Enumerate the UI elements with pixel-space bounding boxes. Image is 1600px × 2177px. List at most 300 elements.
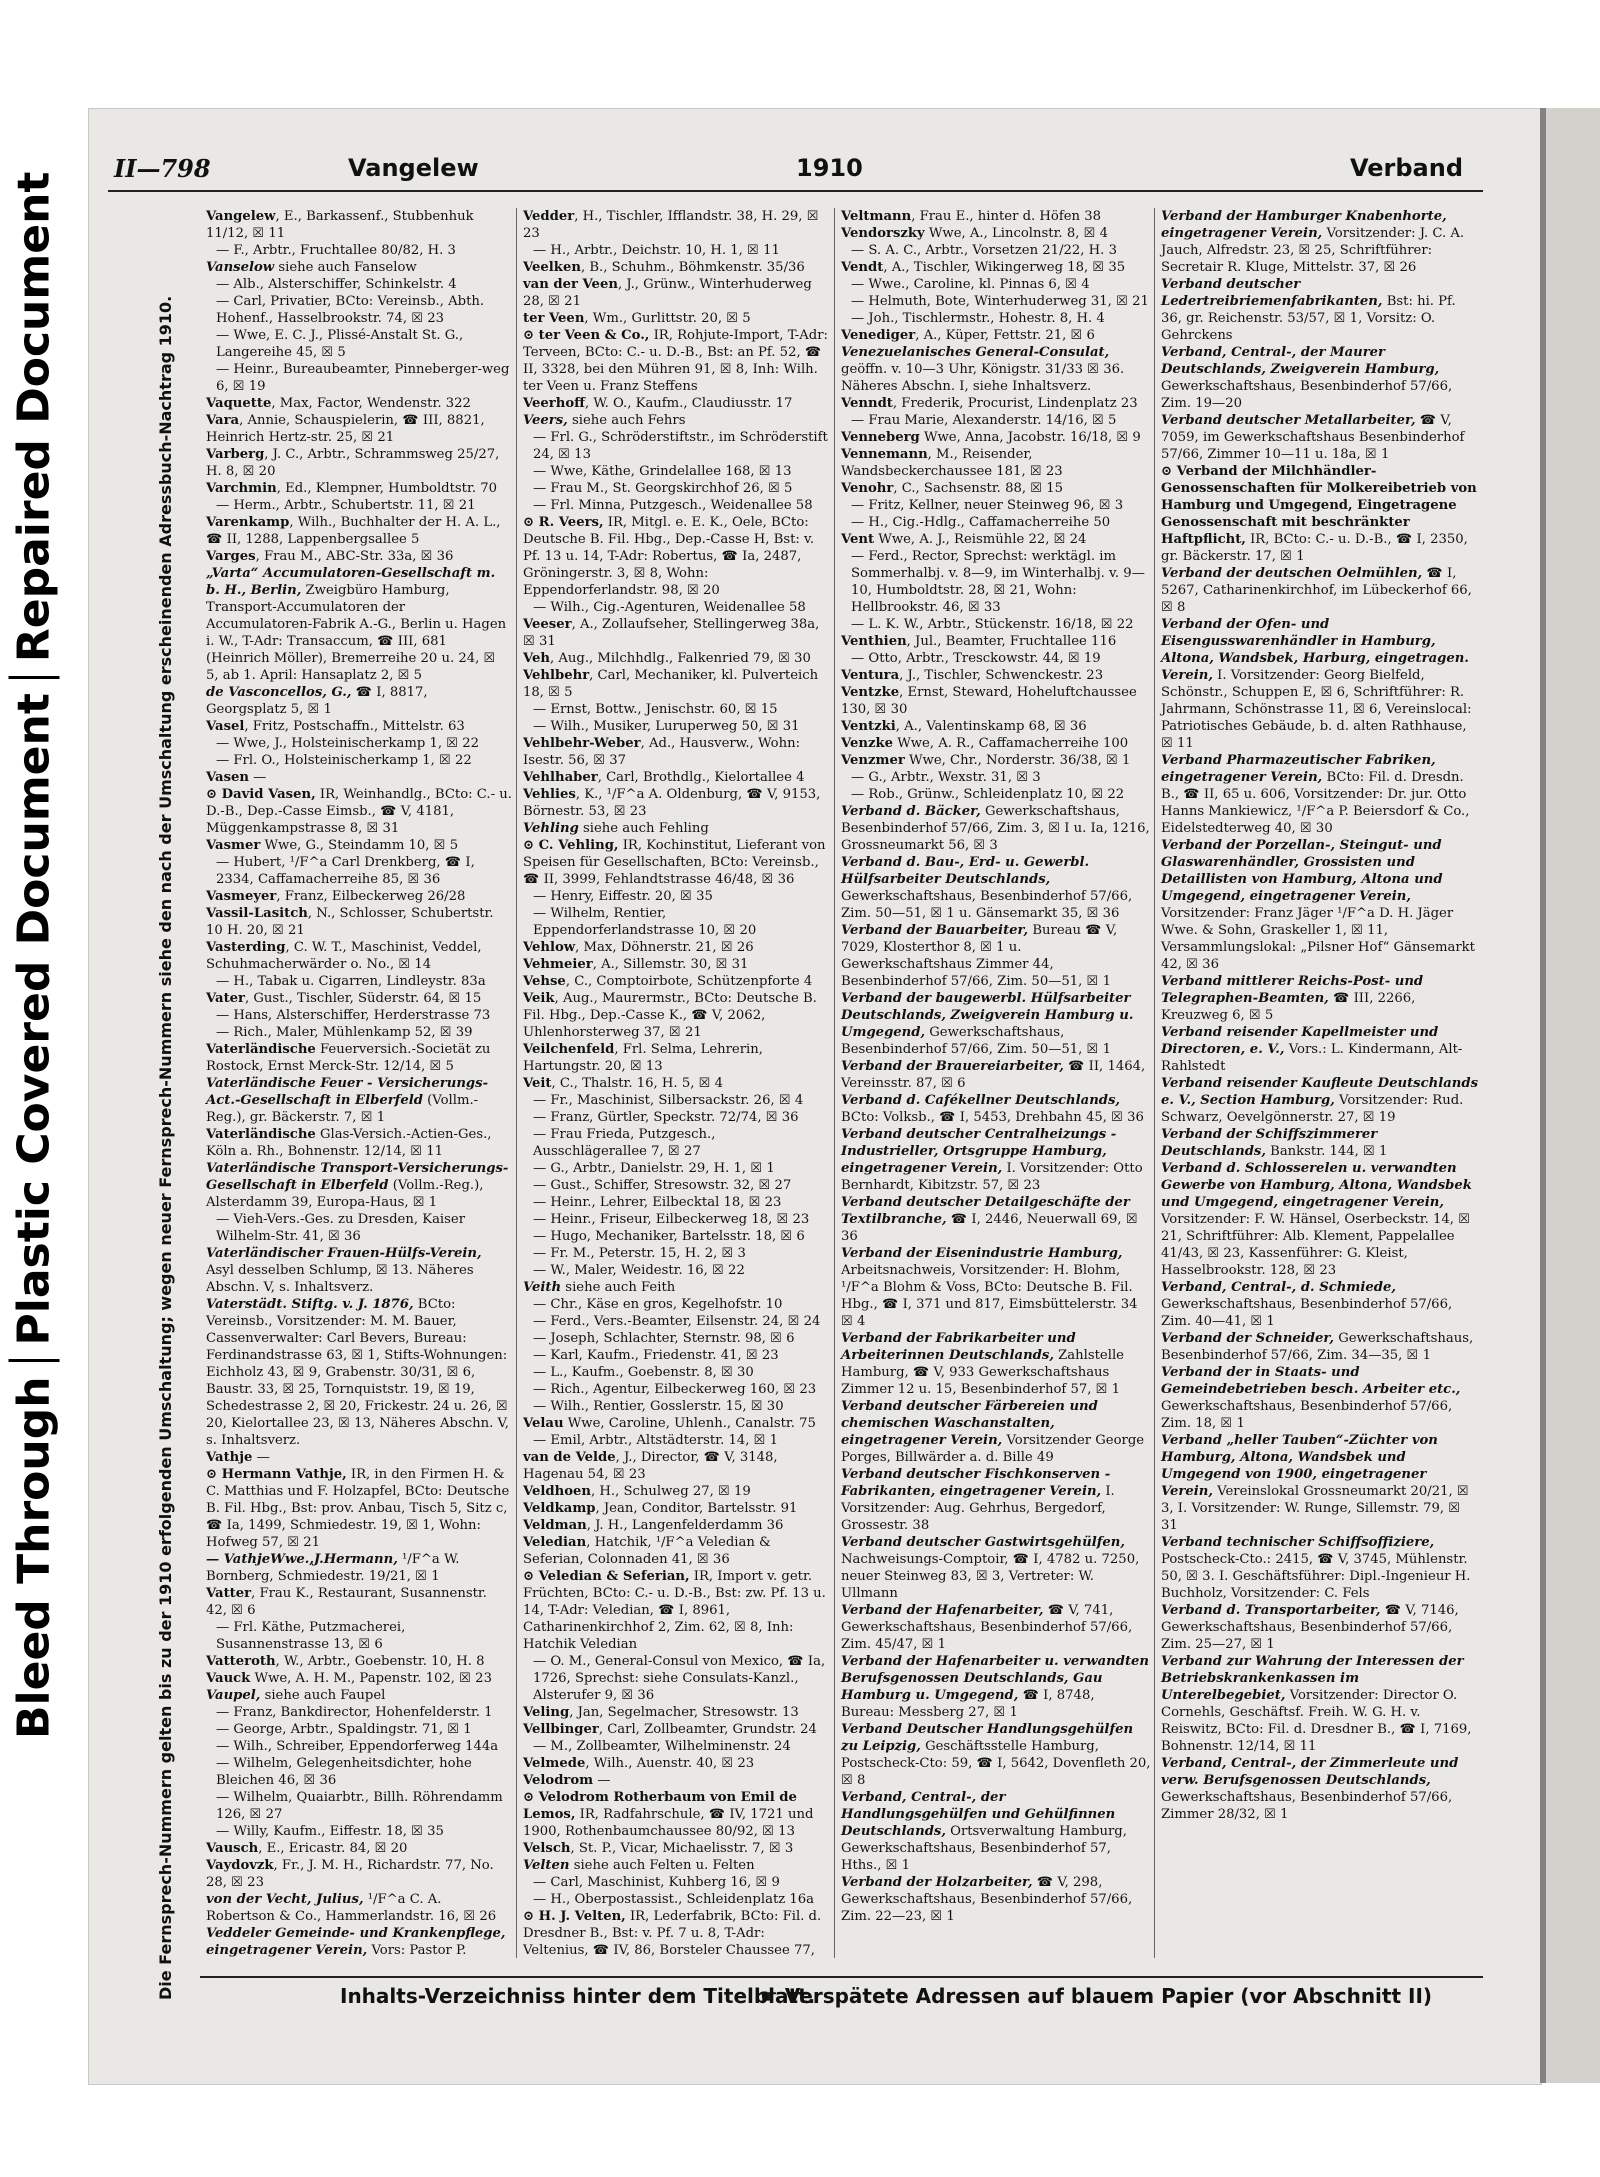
entry-details: , J. C., Arbtr., Schrammsweg 25/27, H. 8, ☒ 20 [206,447,500,479]
directory-entry [835,548,1155,616]
entry-name: Verband der Hafenarbeiter u. verwandten Berufsgenossen Deutschlands, Gau Hamburg u. Umgegend, [841,1654,1150,1703]
directory-entry [1155,412,1484,463]
entry-name: ⊙ R. Veers, [523,515,604,530]
entry-details: Geschäftsstelle Hamburg, Postscheck-Cto: 59, ☎ I, 5642, Dovenfleth 20, ☒ 8 [841,1739,1151,1788]
directory-entry [200,1619,516,1653]
directory-entry [200,1687,516,1704]
entry-details: — Frau M., St. Georgskirchhof 26, ☒ 5 [533,481,793,496]
entry-details: IR, Radfahrschule, ☎ IV, 1721 und 1900, Rothenbaumchaussee 80/92, ☒ 13 [523,1807,814,1839]
entry-name: Verband reisender Kaufleute Deutschlands e. V., Section Hamburg, [1161,1076,1478,1108]
entry-name: Verband technischer Schiffsoffiziere, [1161,1535,1435,1550]
directory-entry [200,259,516,276]
entry-details: , E., Barkassenf., Stubbenhuk 11/12, ☒ 11 [206,209,474,241]
directory-entry [200,1007,516,1024]
entry-details: , Ad., Hausverw., Wohn: Isestr. 56, ☒ 37 [523,736,801,768]
directory-entry [835,310,1155,327]
entry-name: Verband deutscher Fischkonserven - Fabrikanten, eingetragener Verein, [841,1467,1111,1499]
entry-details: — L. K. W., Arbtr., Stückenstr. 16/18, ☒ 22 [851,617,1134,632]
directory-entry [200,1857,516,1891]
entry-details: — W., Maler, Weidestr. 16, ☒ 22 [533,1263,745,1278]
directory-entry [517,1704,835,1721]
directory-entry [200,1704,516,1721]
directory-entry [517,905,835,939]
directory-entry [517,1177,835,1194]
directory-entry [835,1721,1155,1789]
entry-details: BCto: Vereinsb., Vorsitzender: M. M. Bauer, Cassenverwalter: Carl Bevers, Bureau: Ferdinandstrasse 63, ☒ 1, Stifts-Wohnungen: Eichholz 43, ☒ 9, Grabenstr. 30/31, ☒ 6, Baustr. 33, ☒ 25, Tornquiststr. 19, ☒ 19, Schedestrasse 2, ☒ 20, Frickestr. 24 u. 26, ☒ 20, Kielortallee 23, ☒ 13, Näheres Abschn. V, s. Inhaltsverz. [206,1297,509,1448]
entry-name: Verband deutscher Centralheizungs - Industrieller, Ortsgruppe Hamburg, eingetragener Verein, [841,1127,1117,1176]
entry-details: — Wilh., Cig.-Agenturen, Weidenallee 58 [533,600,806,615]
directory-entry [1155,1160,1484,1279]
entry-details: , Ed., Klempner, Humboldtstr. 70 [276,481,497,496]
page-number: II—798 [114,154,211,183]
header-year: 1910 [796,154,863,182]
directory-entry [835,293,1155,310]
entry-details: — Otto, Arbtr., Tresckowstr. 44, ☒ 19 [851,651,1101,666]
directory-entry [1155,1075,1484,1126]
directory-entry [835,1245,1155,1330]
directory-entry [517,497,835,514]
entry-name: Verband der Eisenindustrie Hamburg, [841,1246,1123,1261]
directory-entry [835,327,1155,344]
directory-entry [200,497,516,514]
entry-name: Verband d. Bau-, Erd- u. Gewerbl. Hülfsarbeiter Deutschlands, [841,855,1090,887]
entry-details: Gewerkschaftshaus, Besenbinderhof 57/66, Zim. 50—51, ☒ 1 u. Gänsemarkt 35, ☒ 36 [841,889,1133,921]
entry-details: Arbeitsnachweis, Vorsitzender: H. Blohm, ¹/F^a Blohm & Voss, BCto: Deutsche B. Fil. Hbg., ☎ I, 371 und 817, Eimsbüttelerstr. 34 ☒ 4 [841,1263,1138,1329]
directory-entry [1155,1330,1484,1364]
directory-entry [835,395,1155,412]
entry-name: Vasen [206,770,249,785]
entry-details: — L., Kaufm., Goebenstr. 8, ☒ 30 [533,1365,754,1380]
entry-details: ☎ I, 5267, Catharinenkirchhof, im Lübeckerhof 66, ☒ 8 [1161,566,1472,615]
directory-entry [517,1092,835,1109]
entry-name: Verband der Bauarbeiter, [841,923,1029,938]
directory-entry [200,786,516,837]
directory-entry [517,1653,835,1704]
directory-entry [200,854,516,888]
directory-entry [200,752,516,769]
entry-details: siehe auch Faupel [260,1688,386,1703]
entry-details: — Vieh-Vers.-Ges. zu Dresden, Kaiser Wilhelm-Str. 41, ☒ 36 [216,1212,466,1244]
directory-entry [517,395,835,412]
entry-details: — Franz, Bankdirector, Hohenfelderstr. 1 [216,1705,493,1720]
entry-name: Vangelew [206,209,276,224]
entry-name: Vaterländischer Frauen-Hülfs-Verein, [206,1246,482,1261]
directory-entry [200,208,516,242]
entry-details: — [248,770,267,785]
entry-name: Vehmeier [523,957,593,972]
directory-entry [200,1024,516,1041]
directory-entry [835,1789,1155,1874]
entry-name: Venndt [841,396,893,411]
directory-entry [517,1330,835,1347]
entry-details: I. Vorsitzender: Georg Bielfeld, Schönstr., Schuppen E, ☒ 6, Schriftführer: R. Jahrmann, Schönstrasse 11, ☒ 6, Vereinslocal: Patriotisches Gebäude, b. d. alten Rathhause, ☒ 11 [1161,668,1472,751]
entry-details: ☎ I, 8817, Georgsplatz 5, ☒ 1 [206,685,428,717]
entry-name: Verband deutscher Metallarbeiter, [1161,413,1416,428]
directory-entry [835,429,1155,446]
entry-name: Verband der Brauereiarbeiter, [841,1059,1064,1074]
entry-name: Verband Deutscher Handlungsgehülfen zu Leipzig, [841,1722,1134,1754]
side-label-part: Bleed Through [8,1376,60,1739]
entry-details: — Chr., Käse en gros, Kegelhofstr. 10 [533,1297,783,1312]
entry-details: , Franz, Eilbeckerweg 26/28 [276,889,466,904]
entry-details: — Willy, Kaufm., Eiffestr. 18, ☒ 35 [216,1824,444,1839]
entry-details: — Helmuth, Bote, Winterhuderweg 31, ☒ 21 [851,294,1149,309]
entry-name: Verband deutscher Gastwirtsgehülfen, [841,1535,1125,1550]
entry-details: , J. H., Langenfelderdamm 36 [586,1518,784,1533]
entry-name: Vaterländische [206,1042,316,1057]
entry-details: — Joseph, Schlachter, Sternstr. 98, ☒ 6 [533,1331,795,1346]
directory-entry [517,242,835,259]
entry-details: , Jan, Segelmacher, Stresowstr. 13 [569,1705,799,1720]
entry-name: Veeser [523,617,572,632]
entry-details: , Carl, Zollbeamter, Grundstr. 24 [598,1722,817,1737]
directory-entry [1155,1279,1484,1330]
entry-name: Varchmin [206,481,277,496]
entry-details: Vorsitzender: Franz Jäger ¹/F^a D. H. Jäger Wwe. & Sohn, Graskeller 1, ☒ 11, Versammlungslokal: „Pilsner Hof“ Gänsemarkt 42, ☒ 36 [1161,906,1475,972]
directory-entry [200,276,516,293]
entry-details: Zahlstelle Hamburg, ☎ V, 933 Gewerkschaftshaus Zimmer 12 u. 15, Besenbinderhof 57, ☒ 1 [841,1348,1124,1397]
directory-entry [1155,837,1484,973]
entry-name: Velmede [523,1756,586,1771]
entry-details: — G., Arbtr., Danielstr. 29, H. 1, ☒ 1 [533,1161,775,1176]
entry-details: — Wwe, J., Holsteinischerkamp 1, ☒ 22 [216,736,480,751]
entry-name: Vauck [206,1671,251,1686]
entry-details: — O. M., General-Consul von Mexico, ☎ Ia, 1726, Sprechst: siehe Consulats-Kanzl., Alsterufer 9, ☒ 36 [533,1654,826,1703]
directory-entry [517,1211,835,1228]
entry-details: — H., Arbtr., Deichstr. 10, H. 1, ☒ 11 [533,243,780,258]
directory-column [834,208,1155,1958]
entry-details: — Frl. O., Holsteinischerkamp 1, ☒ 22 [216,753,472,768]
directory-entry [517,1738,835,1755]
entry-details: , Wilh., Buchhalter der H. A. L., ☎ II, 1288, Lappenbergsallee 5 [206,515,501,547]
entry-details: — Alb., Alsterschiffer, Schinkelstr. 4 [216,277,457,292]
entry-details: — Rich., Maler, Mühlenkamp 52, ☒ 39 [216,1025,473,1040]
entry-name: von der Vecht, Julius, [206,1892,364,1907]
entry-details: , Jean, Conditor, Bartelsstr. 91 [595,1501,798,1516]
entry-details: — M., Zollbeamter, Wilhelminenstr. 24 [533,1739,791,1754]
entry-details: , Wilh., Auenstr. 40, ☒ 23 [585,1756,755,1771]
directory-entry [517,1789,835,1840]
directory-entry [517,1755,835,1772]
directory-entry [200,1653,516,1670]
entry-details: , M., Reisender, Wandsbeckerchaussee 181, ☒ 23 [841,447,1063,479]
entry-details: Wwe, Chr., Norderstr. 36/38, ☒ 1 [904,753,1131,768]
entry-details: — Heinr., Bureaubeamter, Pinneberger-weg 6, ☒ 19 [216,362,510,394]
directory-entry [200,446,516,480]
entry-name: de Vasconcellos, G., [206,685,352,700]
entry-name: Verband reisender Kapellmeister und Directoren, e. V., [1161,1025,1439,1057]
directory-entry [1155,1755,1484,1823]
directory-entry [1155,276,1484,344]
entry-name: Verband, Central-, der Zimmerleute und verw. Berufsgenossen Deutschlands, [1161,1756,1459,1788]
directory-entry [835,242,1155,259]
directory-entry [200,395,516,412]
entry-name: Vehlbehr [523,668,590,683]
directory-entry [517,480,835,497]
directory-entry [835,922,1155,990]
entry-details: — Franz, Gürtler, Speckstr. 72/74, ☒ 36 [533,1110,799,1125]
directory-entry [200,1755,516,1789]
entry-details: Gewerkschaftshaus, Besenbinderhof 57/66, Zim. 34—35, ☒ 1 [1161,1331,1474,1363]
directory-entry [200,1738,516,1755]
directory-entry [517,735,835,769]
entry-name: Ventzke [841,685,900,700]
directory-entry [517,1279,835,1296]
entry-details: , Frau K., Restaurant, Susannenstr. 42, ☒ 6 [206,1586,487,1618]
entry-details: — Carl, Maschinist, Kuhberg 16, ☒ 9 [533,1875,780,1890]
entry-details: geöffn. v. 10—3 Uhr, Königstr. 31/33 ☒ 36. Näheres Abschn. I, siehe Inhaltsverz. [841,362,1125,394]
entry-details: Zweigbüro Hamburg, Transport-Accumulatoren der Accumulatoren-Fabrik A.-G., Berlin u. Hagen i. W., T-Adr: Transaccum, ☎ III, 681 (Heinrich Möller), Bremerreihe 20 u. 24, ☒ 5, ab 1. April: Hansaplatz 2, ☒ 5 [206,583,507,683]
entry-name: Varges [206,549,256,564]
directory-entry [200,1041,516,1075]
entry-details: siehe auch Felten u. Felten [569,1858,755,1873]
directory-column [516,208,835,1958]
entry-details: ☎ V, 741, Gewerkschaftshaus, Besenbinderhof 57/66, Zim. 45/47, ☒ 1 [841,1603,1133,1652]
entry-details: , Hatchik, ¹/F^a Veledian & Seferian, Colonnaden 41, ☒ 36 [523,1535,771,1567]
directory-entry [835,497,1155,514]
footer-index-note: Inhalts-Verzeichniss hinter dem Titelblatt. [340,1984,816,2008]
directory-entry [835,667,1155,684]
entry-name: Veerhoff [523,396,585,411]
directory-entry [835,616,1155,633]
entry-details: siehe auch Fehrs [567,413,686,428]
entry-name: Verband der Hamburger Knabenhorte, eingetragener Verein, [1161,209,1447,241]
entry-details: IR, Lederfabrik, BCto: Fil. d. Dresdner B., Bst: v. Pf. 7 u. 8, T-Adr: Veltenius, ☎ IV, 86, Borsteler Chaussee 77, [523,1909,822,1958]
side-label-separator [9,1359,60,1362]
entry-name: Velau [523,1416,564,1431]
entry-name: Verband, Central-, d. Schmiede, [1161,1280,1396,1295]
entry-details: — Joh., Tischlermstr., Hohestr. 8, H. 4 [851,311,1105,326]
entry-details: , C., Comptoirbote, Schützenpforte 4 [565,974,813,989]
directory-entry [835,769,1155,786]
entry-details: — Frau Frieda, Putzgesch., Ausschlägerallee 7, ☒ 27 [533,1127,716,1159]
entry-name: Vehling [523,821,579,836]
entry-details: Bankstr. 144, ☒ 1 [1265,1144,1388,1159]
entry-name: Veik [523,991,555,1006]
entry-name: Veledian [523,1535,587,1550]
directory-entry [517,1313,835,1330]
directory-entry [517,1160,835,1177]
entry-details: — [593,1773,611,1788]
entry-details: Glas-Versich.-Actien-Ges., Köln a. Rh., Bohnenstr. 12/14, ☒ 11 [206,1127,492,1159]
directory-columns [200,208,1483,1958]
entry-name: ⊙ Hermann Vathje, [206,1467,347,1482]
directory-entry [835,1398,1155,1466]
entry-name: Velsch [523,1841,571,1856]
entry-details: ☎ II, 1464, Vereinsstr. 87, ☒ 6 [841,1059,1146,1091]
entry-details: IR, BCto: C.- u. D.-B., ☎ I, 2350, gr. Bäckerstr. 17, ☒ 1 [1161,532,1468,564]
directory-entry [200,1296,516,1449]
directory-entry [1155,1602,1484,1653]
directory-entry [200,684,516,718]
entry-name: Vatteroth [206,1654,276,1669]
entry-details: — Hans, Alsterschiffer, Herderstrasse 73 [216,1008,491,1023]
directory-entry [1155,565,1484,616]
entry-name: Verband der Porzellan-, Steingut- und Glaswarenhändler, Grossisten und Detaillisten von Hamburg, Altona und Umgegend, eingetragener Verein, [1161,838,1443,904]
directory-entry [835,1602,1155,1653]
directory-entry [517,1228,835,1245]
directory-entry [517,973,835,990]
entry-name: Ventura [841,668,900,683]
directory-entry [517,1041,835,1075]
directory-entry [517,1262,835,1279]
entry-name: ⊙ C. Vehling, [523,838,619,853]
entry-name: Vasel [206,719,245,734]
header-first-word: Vangelew [348,154,479,182]
entry-details: IR, Weinhandlg., BCto: C.- u. D.-B., Dep.-Casse Eimsb., ☎ V, 4181, Müggenkampstrasse 8, ☒ 31 [206,787,512,836]
entry-name: Verband „heller Tauben“-Züchter von Hamburg, Altona, Wandsbek und Umgegend von 1900, eingetragener Verein, [1161,1433,1438,1499]
entry-name: Veldkamp [523,1501,596,1516]
entry-details: — Frl. Minna, Putzgesch., Weidenallee 58 [533,498,813,513]
entry-details: — Fr. M., Peterstr. 15, H. 2, ☒ 3 [533,1246,746,1261]
entry-details: , H., Tischler, Ifflandstr. 38, H. 29, ☒ 23 [523,209,819,241]
entry-details: BCto: Fil. d. Dresdn. B., ☎ II, 65 u. 606, Vorsitzender: Dr. jur. Otto Hanns Mankiewicz, ¹/F^a P. Beiersdorf & Co., Eidelstedterweg 40, ☒ 30 [1161,770,1470,836]
entry-details: , Fritz, Postschaffn., Mittelstr. 63 [244,719,465,734]
entry-details: Gewerkschaftshaus, Besenbinderhof 57/66, Zimmer 28/32, ☒ 1 [1161,1790,1453,1822]
entry-details: Postscheck-Cto.: 2415, ☎ V, 3745, Mühlenstr. 50, ☒ 3. I. Geschäftsführer: Dipl.-Ingenieur H. Buchholz, Vorsitzender: C. Fels [1161,1552,1471,1601]
entry-details: — Frau Marie, Alexanderstr. 14/16, ☒ 5 [851,413,1117,428]
entry-details: Vorsitzender George Porges, Billwärder a. d. Bille 49 [841,1433,1145,1465]
directory-entry [1155,616,1484,752]
entry-name: Vathje [206,1450,253,1465]
directory-entry [835,446,1155,480]
entry-details: Gewerkschaftshaus, Besenbinderhof 57/66, Zim. 18, ☒ 1 [1161,1399,1453,1431]
entry-name: Venzke [841,736,894,751]
entry-name: Vatter [206,1586,252,1601]
directory-entry [517,1874,835,1891]
directory-entry [1155,344,1484,412]
entry-details: , H., Schulweg 27, ☒ 19 [591,1484,751,1499]
side-label-separator [9,676,60,679]
entry-details: — Carl, Privatier, BCto: Vereinsb., Abth. Hohenf., Hasselbrookstr. 74, ☒ 23 [216,294,485,326]
directory-entry [835,803,1155,854]
entry-name: ⊙ David Vasen, [206,787,316,802]
entry-details: , Carl, Mechaniker, kl. Pulverteich 18, ☒ 5 [523,668,819,700]
entry-details: , Max, Factor, Wendenstr. 322 [271,396,471,411]
entry-name: Vaterländische Transport-Versicherungs-Gesellschaft in Elberfeld [206,1161,509,1193]
entry-details: , Ernst, Steward, Hoheluftchaussee 130, ☒ 30 [841,685,1137,717]
entry-details: — G., Arbtr., Wexstr. 31, ☒ 3 [851,770,1041,785]
directory-entry [200,361,516,395]
entry-name: Veltmann [841,209,912,224]
directory-entry [517,1398,835,1415]
entry-name: Verband der in Staats- und Gemeindebetrieben besch. Arbeiter etc., [1161,1365,1461,1397]
directory-entry [517,786,835,820]
entry-details: — F., Arbtr., Fruchtallee 80/82, H. 3 [216,243,456,258]
entry-name: Velodrom [523,1773,594,1788]
entry-details: , J., Director, ☎ V, 3148, Hagenau 54, ☒ 23 [523,1450,778,1482]
entry-name: Veling [523,1705,570,1720]
entry-name: Vehlbehr-Weber [523,736,641,751]
entry-details: , A., Küper, Fettstr. 21, ☒ 6 [915,328,1095,343]
directory-entry [517,1483,835,1500]
entry-name: Verband mittlerer Reichs-Post- und Telegraphen-Beamten, [1161,974,1424,1006]
entry-details: — Wwe, E. C. J., Plissé-Anstalt St. G., Langereihe 45, ☒ 5 [216,328,464,360]
entry-name: Verband der deutschen Oelmühlen, [1161,566,1423,581]
entry-name: Vaquette [206,396,272,411]
entry-details: Wwe, A. H. M., Papenstr. 102, ☒ 23 [250,1671,492,1686]
directory-entry [517,1568,835,1653]
entry-details: , Frau E., hinter d. Höfen 38 [911,209,1101,224]
entry-details: Ortsverwaltung Hamburg, Gewerkschaftshaus, Besenbinderhof 57, Hths., ☒ 1 [841,1824,1127,1873]
directory-entry [517,1194,835,1211]
directory-column [1154,208,1484,1958]
entry-name: Venneberg [841,430,920,445]
entry-name: — VathjeWwe.,J.Hermann, [206,1552,398,1567]
directory-entry [1155,752,1484,837]
entry-name: Verband der baugewerbl. Hülfsarbeiter Deutschlands, Zweigverein Hamburg u. Umgegend, [841,991,1134,1040]
entry-name: Verband deutscher Ledertreibriemenfabrikanten, [1161,277,1383,309]
entry-details: Wwe, G., Steindamm 10, ☒ 5 [260,838,459,853]
directory-entry [517,412,835,429]
entry-details: , B., Schuhm., Böhmkenstr. 35/36 [580,260,805,275]
directory-entry [1155,208,1484,276]
entry-details: Gewerkschaftshaus, Besenbinderhof 57/66, Zim. 3, ☒ I u. Ia, 1216, Grossneumarkt 56, ☒ 3 [841,804,1150,853]
entry-name: Verband der Ofen- und Eisengusswarenhändler in Hamburg, Altona, Wandsbek, Harburg, eingetragen. Verein, [1161,617,1469,683]
directory-entry [517,1075,835,1092]
entry-details: Vorsitzender: F. W. Hänsel, Oserbeckstr. 14, ☒ 21, Schriftführer: Alb. Klement, Pappelallee 41/43, ☒ 23, Kassenführer: G. Kleist, Hasselbrookstr. 128, ☒ 23 [1161,1212,1471,1278]
entry-details: — Wilhelm, Rentier, Eppendorferlandstrasse 10, ☒ 20 [533,906,757,938]
entry-name: ter Veen [523,311,585,326]
directory-entry [517,1126,835,1160]
entry-details: , A., Zollaufseher, Stellingerweg 38a, ☒ 31 [523,617,820,649]
entry-details: BCto: Volksb., ☎ I, 5453, Drehbahn 45, ☒ 36 [841,1110,1144,1125]
directory-entry [835,854,1155,922]
entry-details: — Fritz, Kellner, neuer Steinweg 96, ☒ 3 [851,498,1124,513]
directory-entry [200,973,516,990]
directory-entry [200,1585,516,1619]
entry-details: IR, in den Firmen H. & C. Matthias und F. Holzapfel, BCto: Deutsche B. Fil. Hbg., Bst: prov. Anbau, Tisch 5, Sitz c, ☎ Ia, 1499, Schmiedestr. 19, ☒ 1, Wohn: Hofweg 57, ☒ 21 [206,1467,510,1550]
entry-name: Velten [523,1858,570,1873]
directory-column [200,208,516,1958]
entry-name: Veldman [523,1518,587,1533]
facing-page-edge [1540,108,1600,2083]
directory-entry [200,565,516,684]
directory-entry [200,1823,516,1840]
directory-entry [200,242,516,259]
entry-details: , Fr., J. M. H., Richardstr. 77, No. 28, ☒ 23 [206,1858,494,1890]
directory-entry [517,1908,835,1958]
entry-details: , J., Grünw., Winterhuderweg 28, ☒ 21 [523,277,812,309]
directory-entry [517,1857,835,1874]
entry-details: — Wwe, Käthe, Grindelallee 168, ☒ 13 [533,464,792,479]
directory-entry [835,1466,1155,1534]
directory-entry [1155,973,1484,1024]
directory-entry [517,327,835,395]
entry-name: Vehlies [523,787,576,802]
entry-details: — Wwe., Caroline, kl. Pinnas 6, ☒ 4 [851,277,1090,292]
entry-details: , A., Sillemstr. 30, ☒ 31 [592,957,749,972]
entry-details: — Henry, Eiffestr. 20, ☒ 35 [533,889,713,904]
entry-details: , N., Schlosser, Schubertstr. 10 H. 20, ☒ 21 [206,906,494,938]
entry-details: — Emil, Arbtr., Altstädterstr. 14, ☒ 1 [533,1433,779,1448]
entry-details: — Gust., Schiffer, Stresowstr. 32, ☒ 27 [533,1178,792,1193]
entry-details: ☎ III, 2266, Kreuzweg 6, ☒ 5 [1161,991,1416,1023]
entry-name: „Varta“ Accumulatoren-Gesellschaft m. b. H., Berlin, [206,566,496,598]
page-header [108,150,1483,192]
entry-name: Vater [206,991,245,1006]
entry-details: , Max, Döhnerstr. 21, ☒ 26 [575,940,754,955]
entry-details: I. Vorsitzender: Aug. Gehrhus, Bergedorf, Grossestr. 38 [841,1484,1115,1533]
directory-entry [517,939,835,956]
directory-entry [200,480,516,497]
directory-entry [1155,463,1484,565]
directory-entry [835,276,1155,293]
entry-details: ☎ V, 298, Gewerkschaftshaus, Besenbinderhof 57/66, Zim. 22—23, ☒ 1 [841,1875,1133,1924]
directory-entry [835,259,1155,276]
entry-name: Verband, Central-, der Handlungsgehülfen und Gehülfinnen Deutschlands, [841,1790,1116,1839]
entry-name: Venohr [841,481,894,496]
